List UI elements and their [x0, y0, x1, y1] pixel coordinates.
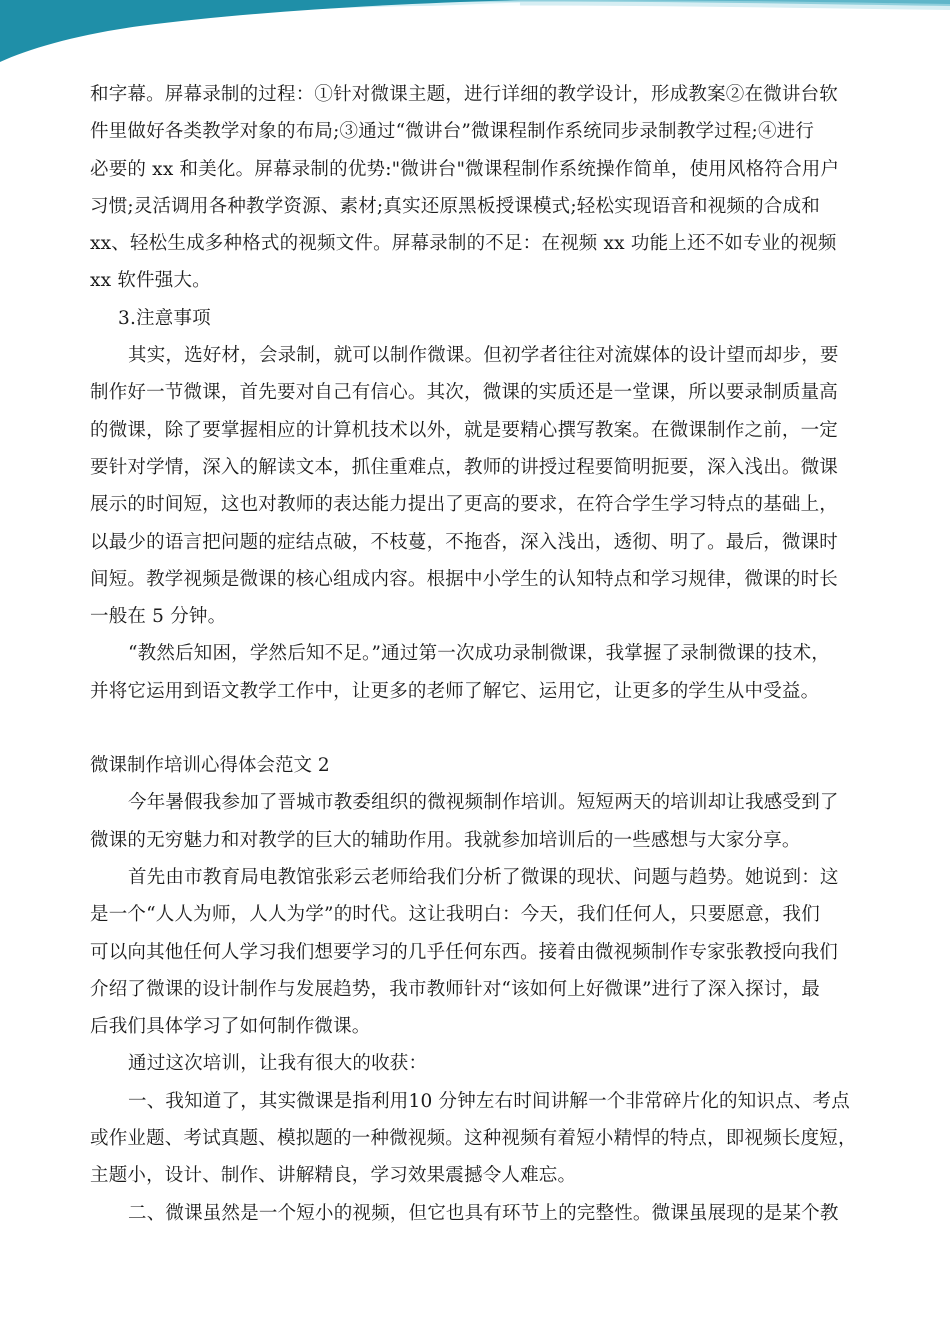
text-line: 展示的时间短，这也对教师的表达能力提出了更高的要求，在符合学生学习特点的基础上，	[90, 494, 839, 516]
text-line: 可以向其他任何人学习我们想要学习的几乎任何东西。接着由微视频制作专家张教授向我们	[90, 941, 839, 963]
essay2-paragraph3	[90, 1045, 860, 1082]
text-line: 其实，选好材，会录制，就可以制作微课。但初学者往往对流媒体的设计望而却步，要	[128, 345, 839, 367]
text-line: 后我们具体学习了如何制作微课。	[90, 1016, 371, 1038]
text-line: 通过这次培训，让我有很大的收获：	[128, 1053, 428, 1075]
text-line: 并将它运用到语文教学工作中，让更多的老师了解它、运用它，让更多的学生从中受益。	[90, 680, 820, 702]
text-line: 必要的 xx 和美化。屏幕录制的优势:"微讲台"微课程制作系统操作简单，使用风格符合用户	[90, 158, 840, 180]
essay2-paragraph2	[90, 859, 860, 1045]
text-line: 今年暑假我参加了晋城市教委组织的微视频制作培训。短短两天的培训却让我感受到了	[128, 792, 839, 814]
text-line: 和字幕。屏幕录制的过程：①针对微课主题，进行详细的教学设计，形成教案②在微讲台软	[90, 84, 839, 105]
text-line: xx 软件强大。	[90, 270, 211, 292]
text-line: 介绍了微课的设计制作与发展趋势，我市教师针对“该如何上好微课”进行了深入探讨，最	[90, 978, 820, 1000]
section2-paragraph2	[90, 635, 860, 710]
text-line: 件里做好各类教学对象的布局;③通过“微讲台”微课程制作系统同步录制教学过程;④进行	[90, 121, 815, 143]
text-line: 或作业题、考试真题、模拟题的一种微视频。这种视频有着短小精悍的特点，即视频长度短，	[90, 1128, 857, 1150]
text-line: 是一个“人人为师，人人为学”的时代。这让我明白：今天，我们任何人，只要愿意，我们	[90, 904, 820, 926]
wave-dark	[0, 0, 520, 62]
document-page	[90, 76, 860, 1232]
text-line: 习惯;灵活调用各种教学资源、素材;真实还原黑板授课模式;轻松实现语音和视频的合成和	[90, 195, 820, 217]
section-heading: 3.注意事项	[118, 307, 211, 329]
text-line: 的微课，除了要掌握相应的计算机技术以外，就是要精心撰写教案。在微课制作之前，一定	[90, 419, 839, 441]
essay-title: 微课制作培训心得体会范文 2	[90, 755, 330, 777]
essay2-paragraph1	[90, 784, 860, 859]
text-line: 二、微课虽然是一个短小的视频，但它也具有环节上的完整性。微课虽展现的是某个教	[128, 1202, 839, 1224]
header-wave-decoration	[0, 0, 950, 80]
text-line: 主题小，设计、制作、讲解精良，学习效果震撼令人难忘。	[90, 1165, 577, 1187]
text-line: “教然后知困，学然后知不足。”通过第一次成功录制微课，我掌握了录制微课的技术，	[128, 643, 830, 665]
text-line: 间短。教学视频是微课的核心组成内容。根据中小学生的认知特点和学习规律，微课的时长	[90, 568, 839, 590]
essay2-paragraph5	[90, 1195, 860, 1232]
text-line: 微课的无穷魅力和对教学的巨大的辅助作用。我就参加培训后的一些感想与大家分享。	[90, 829, 801, 851]
text-line: 首先由市教育局电教馆张彩云老师给我们分析了微课的现状、问题与趋势。她说到：这	[128, 866, 839, 888]
text-line: xx、轻松生成多种格式的视频文件。屏幕录制的不足：在视频 xx 功能上还不如专业的视频	[90, 233, 837, 255]
section1-paragraph	[90, 76, 860, 300]
essay2-paragraph4	[90, 1083, 860, 1195]
section2-paragraph1	[90, 337, 860, 635]
text-line: 以最少的语言把问题的症结点破，不枝蔓，不拖沓，深入浅出，透彻、明了。最后，微课时	[90, 531, 839, 553]
text-line: 一般在 5 分钟。	[90, 606, 227, 628]
text-line: 要针对学情，深入的解读文本，抓住重难点，教师的讲授过程要简明扼要，深入浅出。微课	[90, 456, 839, 478]
text-line: 一、我知道了，其实微课是指利用10 分钟左右时间讲解一个非常碎片化的知识点、考点	[128, 1090, 850, 1112]
text-line: 制作好一节微课，首先要对自己有信心。其次，微课的实质还是一堂课，所以要录制质量高	[90, 382, 839, 404]
spacer	[90, 710, 860, 747]
